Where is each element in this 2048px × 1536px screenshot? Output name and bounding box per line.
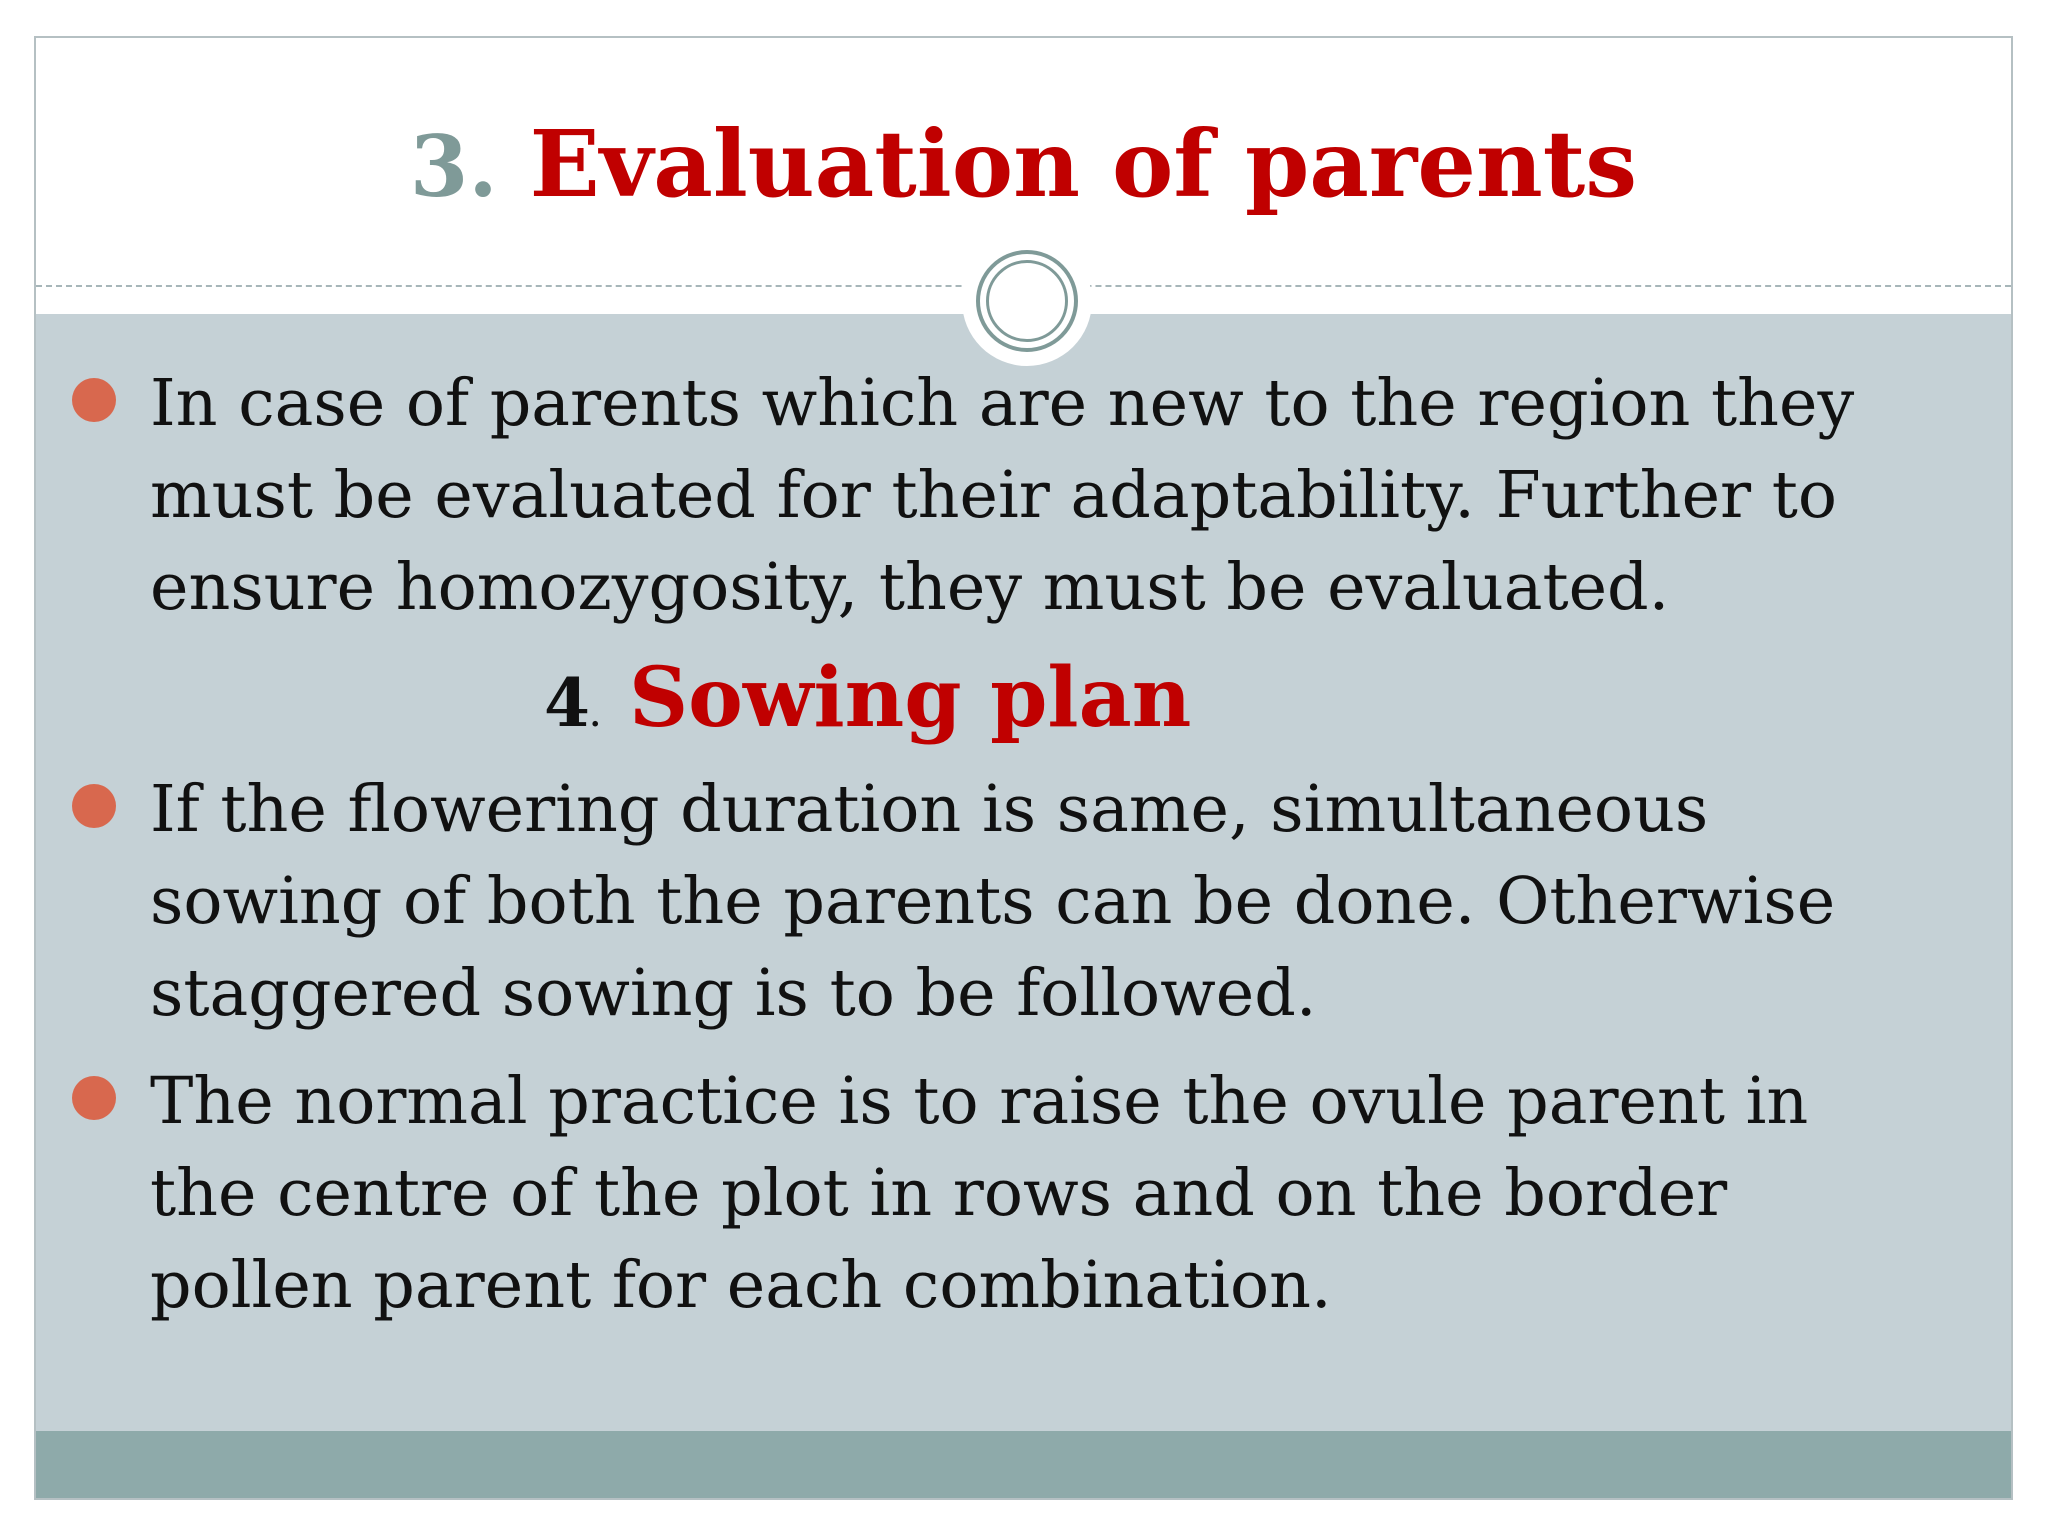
bullet-text-normal-practice	[150, 1056, 1930, 1332]
slide	[34, 36, 2013, 1500]
bullet-line: must be evaluated for their adaptability. Further to	[150, 458, 1838, 533]
title-text: Evaluation of parents	[497, 110, 1638, 218]
bullet-line: pollen parent for each combination.	[150, 1248, 1332, 1323]
circle-ornament-inner	[986, 260, 1068, 342]
bullet-dot-icon	[72, 378, 116, 422]
bullet-dot-icon	[72, 784, 116, 828]
subheading-text: Sowing plan	[600, 650, 1192, 746]
bullet-line: The normal practice is to raise the ovule parent in	[150, 1064, 1809, 1139]
bullet-line: sowing of both the parents can be done. Otherwise	[150, 864, 1836, 939]
circle-ornament-icon	[976, 250, 1078, 352]
bullet-line: staggered sowing is to be followed.	[150, 956, 1317, 1031]
subheading-sowing-plan	[544, 650, 1191, 746]
bullet-text-evaluation	[150, 358, 1930, 634]
bullet-dot-icon	[72, 1076, 116, 1120]
subheading-number: 4	[544, 664, 590, 742]
bullet-line: the centre of the plot in rows and on the border	[150, 1156, 1728, 1231]
subheading-dot: .	[589, 699, 601, 734]
bullet-line: In case of parents which are new to the region they	[150, 366, 1855, 441]
footer-band	[36, 1431, 2011, 1500]
slide-title	[36, 110, 2011, 218]
bullet-line: If the flowering duration is same, simultaneous	[150, 772, 1709, 847]
bullet-text-flowering	[150, 764, 1930, 1040]
bullet-line: ensure homozygosity, they must be evaluated.	[150, 550, 1670, 625]
title-number: 3.	[409, 117, 498, 216]
